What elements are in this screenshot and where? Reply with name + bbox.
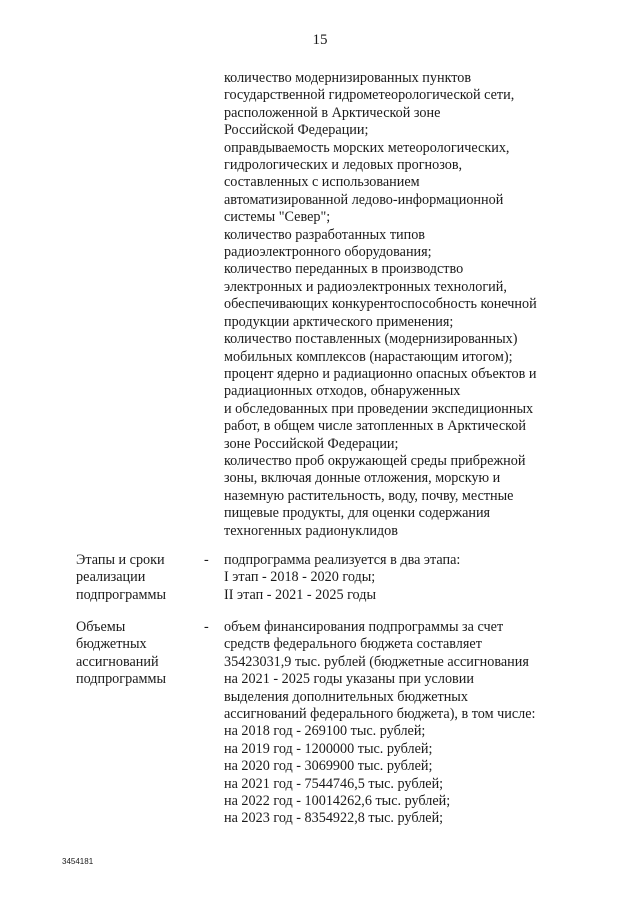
indicator-line: обеспечивающих конкурентоспособность конечной (224, 296, 537, 313)
indicator-line: автоматизированной ледово-информационной (224, 191, 504, 208)
indicator-line: зоне Российской Федерации; (224, 435, 399, 452)
stages-label-line: реализации (76, 569, 146, 586)
funding-label (76, 619, 196, 689)
indicator-line: количество разработанных типов (224, 226, 425, 243)
stages-content-line: I этап - 2018 - 2020 годы; (224, 569, 376, 586)
indicator-line: количество переданных в производство (224, 261, 464, 278)
funding-content-line: на 2019 год - 1200000 тыс. рублей; (224, 740, 433, 757)
funding-content-line: объем финансирования подпрограммы за счет (224, 619, 504, 635)
indicator-line: наземную растительность, воду, почву, местные (224, 487, 514, 504)
stages-label-line: Этапы и сроки (76, 552, 165, 568)
funding-content-line: на 2021 год - 7544746,5 тыс. рублей; (224, 775, 444, 792)
indicator-line: системы "Север"; (224, 209, 331, 226)
indicator-line: пищевые продукты, для оценки содержания (224, 505, 491, 522)
funding-label-line: ассигнований (76, 653, 159, 670)
indicator-line: расположенной в Арктической зоне (224, 104, 441, 121)
funding-content-line: выделения дополнительных бюджетных (224, 688, 468, 705)
indicators-list (224, 70, 569, 540)
page-number: 15 (312, 32, 328, 48)
indicator-line: зоны, включая донные отложения, морскую и (224, 470, 501, 487)
funding-content-line: 35423031,9 тыс. рублей (бюджетные ассигнования (224, 653, 529, 670)
indicator-line: процент ядерно и радиационно опасных объектов и (224, 365, 537, 382)
indicator-line: радиационных отходов, обнаруженных (224, 383, 461, 400)
indicator-line: Российской Федерации; (224, 122, 369, 139)
indicator-line: гидрологических и ледовых прогнозов, (224, 157, 463, 174)
indicator-line: количество проб окружающей среды прибрежной (224, 452, 526, 469)
stages-dash: - (204, 552, 209, 568)
stages-content-line: подпрограмма реализуется в два этапа: (224, 552, 461, 568)
funding-content-line: ассигнований федерального бюджета), в том числе: (224, 706, 536, 723)
indicator-line: радиоэлектронного оборудования; (224, 244, 432, 261)
stages-content-line: II этап - 2021 - 2025 годы (224, 586, 376, 603)
funding-content-line: средств федерального бюджета составляет (224, 636, 482, 653)
indicator-line: составленных с использованием (224, 174, 420, 191)
funding-label-line: подпрограммы (76, 671, 166, 688)
indicator-line: техногенных радионуклидов (224, 522, 398, 539)
indicator-line: количество модернизированных пунктов (224, 70, 472, 86)
funding-content-line: на 2020 год - 3069900 тыс. рублей; (224, 758, 433, 775)
indicator-line: работ, в общем числе затопленных в Арктической (224, 418, 526, 435)
indicator-line: мобильных комплексов (нарастающим итогом); (224, 348, 513, 365)
funding-label-line: Объемы (76, 619, 126, 635)
funding-content-line: на 2022 год - 10014262,6 тыс. рублей; (224, 793, 451, 810)
stages-content (224, 552, 574, 604)
indicator-line: и обследованных при проведении экспедиционных (224, 400, 534, 417)
funding-content-line: на 2021 - 2025 годы указаны при условии (224, 671, 474, 688)
indicator-line: продукции арктического применения; (224, 313, 454, 330)
stages-label (76, 552, 196, 604)
indicator-line: электронных и радиоэлектронных технологий, (224, 278, 507, 295)
funding-label-line: бюджетных (76, 636, 147, 653)
indicator-line: количество поставленных (модернизированных) (224, 331, 518, 348)
indicator-line: государственной гидрометеорологической сети, (224, 87, 515, 104)
funding-content-line: на 2023 год - 8354922,8 тыс. рублей; (224, 810, 444, 827)
funding-dash: - (204, 619, 209, 635)
stages-label-line: подпрограммы (76, 586, 166, 603)
indicator-line: оправдываемость морских метеорологических, (224, 139, 510, 156)
funding-content-line: на 2018 год - 269100 тыс. рублей; (224, 723, 426, 740)
funding-content (224, 619, 574, 828)
document-id: 3454181 (62, 857, 94, 866)
